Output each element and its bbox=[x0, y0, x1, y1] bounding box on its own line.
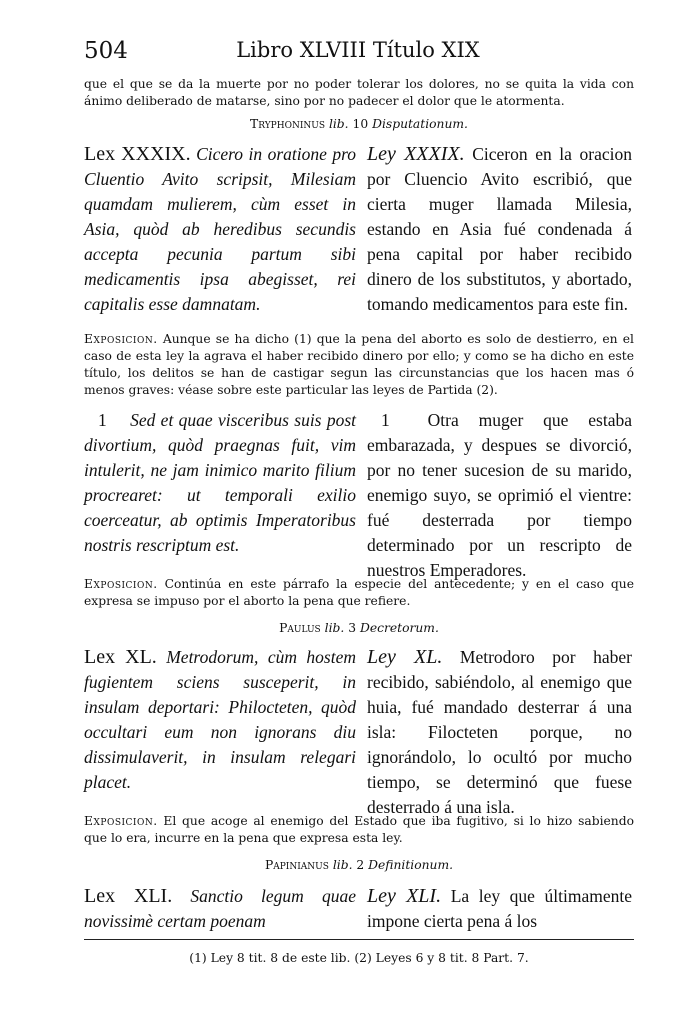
source-citation bbox=[84, 621, 634, 635]
source-author: Paulus bbox=[279, 621, 321, 635]
paragraph-number: 1 bbox=[381, 410, 390, 430]
source-citation bbox=[84, 858, 634, 872]
law-heading: Lex XLI. bbox=[84, 885, 173, 907]
latin-column bbox=[84, 142, 356, 317]
source-work: Disputationum. bbox=[372, 117, 468, 131]
spanish-text: Metrodoro por haber recibido, sabiéndolo, al enemigo que huia, fué mandado desterrar á una isla: Filocteten porque, no ignorándolo, lo ocultó por mucho tiempo, se determinó que fuese desterrado á una isla. bbox=[367, 647, 632, 817]
source-lib: lib. bbox=[324, 621, 345, 635]
spanish-text: Ciceron en la oracion por Cluencio Avito escribió, que cierta muger llamada Milesia, estando en Asia fué condenada á pena capital por haber recibido dinero de los substitutos, y abortado, tomando medicamentos para este fin. bbox=[367, 144, 632, 314]
exposition-paragraph bbox=[84, 331, 634, 399]
source-lib: lib. bbox=[328, 117, 349, 131]
intro-paragraph: que el que se da la muerte por no poder tolerar los dolores, no se quita la vida con ánimo deliberado de matarse, sino por no padecer el dolor que le atormenta. bbox=[84, 77, 634, 108]
exposition-paragraph bbox=[84, 576, 634, 610]
law-heading: Ley XXXIX. bbox=[367, 143, 465, 165]
law-heading: Ley XL. bbox=[367, 646, 443, 668]
footnote-divider bbox=[84, 939, 634, 940]
latin-column bbox=[84, 645, 356, 795]
spanish-column bbox=[367, 884, 632, 934]
source-number: 2 bbox=[356, 858, 365, 872]
exposition-label: Exposicion. bbox=[84, 577, 158, 591]
latin-text: Sed et quae visceribus suis post divortium, quòd praegnas fuit, vim intulerit, ne jam inimico marito filium procrearet: ut temporali exilio coerceatur, ab optimis Imperatoribus nostris rescriptum est. bbox=[84, 410, 356, 555]
running-title: Libro XLVIII Título XIX bbox=[236, 38, 480, 62]
source-number: 10 bbox=[352, 117, 369, 131]
page-number: 504 bbox=[84, 38, 128, 64]
spanish-text: Otra muger que estaba embarazada, y despues se divorció, por no tener sucesion de su marido, enemigo suyo, se oprimió el vientre: fué desterrada por tiempo determinado por un rescripto de nuestros Emperadores. bbox=[367, 410, 633, 580]
law-heading: Lex XL. bbox=[84, 646, 157, 668]
exposition-paragraph bbox=[84, 813, 634, 847]
latin-column bbox=[84, 884, 356, 934]
spanish-column bbox=[367, 645, 632, 820]
source-citation bbox=[84, 117, 634, 131]
spanish-column bbox=[367, 408, 632, 583]
spanish-text: La ley que últimamente impone cierta pena á los bbox=[367, 886, 633, 931]
law-heading: Ley XLI. bbox=[367, 885, 442, 907]
source-work: Decretorum. bbox=[359, 621, 439, 635]
latin-text: Cicero in oratione pro Cluentio Avito scripsit, Milesiam quamdam mulierem, cùm esset in Asia, quòd ab heredibus secundis accepta pecunia partum sibi medicamentis ipsa abegisset, rei capitalis esse damnatam. bbox=[84, 144, 357, 314]
source-author: Papinianus bbox=[264, 858, 329, 872]
paragraph-number: 1 bbox=[98, 410, 107, 430]
latin-text: Sanctio legum quae novissimè certam poenam bbox=[84, 886, 357, 931]
source-work: Definitionum. bbox=[368, 858, 454, 872]
exposition-label: Exposicion. bbox=[84, 814, 158, 828]
source-author: Tryphoninus bbox=[250, 117, 326, 131]
law-heading: Lex XXXIX. bbox=[84, 143, 191, 165]
exposition-text: El que acoge al enemigo del Estado que iba fugitivo, si lo hizo sabiendo que lo era, incurre en la pena que expresa esta ley. bbox=[84, 814, 634, 845]
exposition-text: Continúa en este párrafo la especie del antecedente; y en el caso que expresa se impuso por el aborto la pena que refiere. bbox=[84, 577, 634, 608]
source-number: 3 bbox=[348, 621, 357, 635]
source-lib: lib. bbox=[332, 858, 353, 872]
spanish-column bbox=[367, 142, 632, 317]
exposition-text: Aunque se ha dicho (1) que la pena del aborto es solo de destierro, en el caso de esta ley la agrava el haber recibido dinero por ello; y como se ha dicho en este título, los delitos se han de castigar segun las circunstancias que los hacen mas ó menos graves: véase sobre este particular las leyes de Partida (2). bbox=[84, 332, 634, 397]
latin-column bbox=[84, 408, 356, 558]
footnotes: (1) Ley 8 tit. 8 de este lib. (2) Leyes 6 y 8 tit. 8 Part. 7. bbox=[189, 951, 529, 965]
exposition-label: Exposicion. bbox=[84, 332, 158, 346]
page-header bbox=[84, 38, 632, 72]
latin-text: Metrodorum, cùm hostem fugientem sciens susceperit, in insulam deportari: Philocteten, quòd occultari eum non ignorans diu dissimulaverit, in insulam relegari placet. bbox=[84, 647, 356, 792]
